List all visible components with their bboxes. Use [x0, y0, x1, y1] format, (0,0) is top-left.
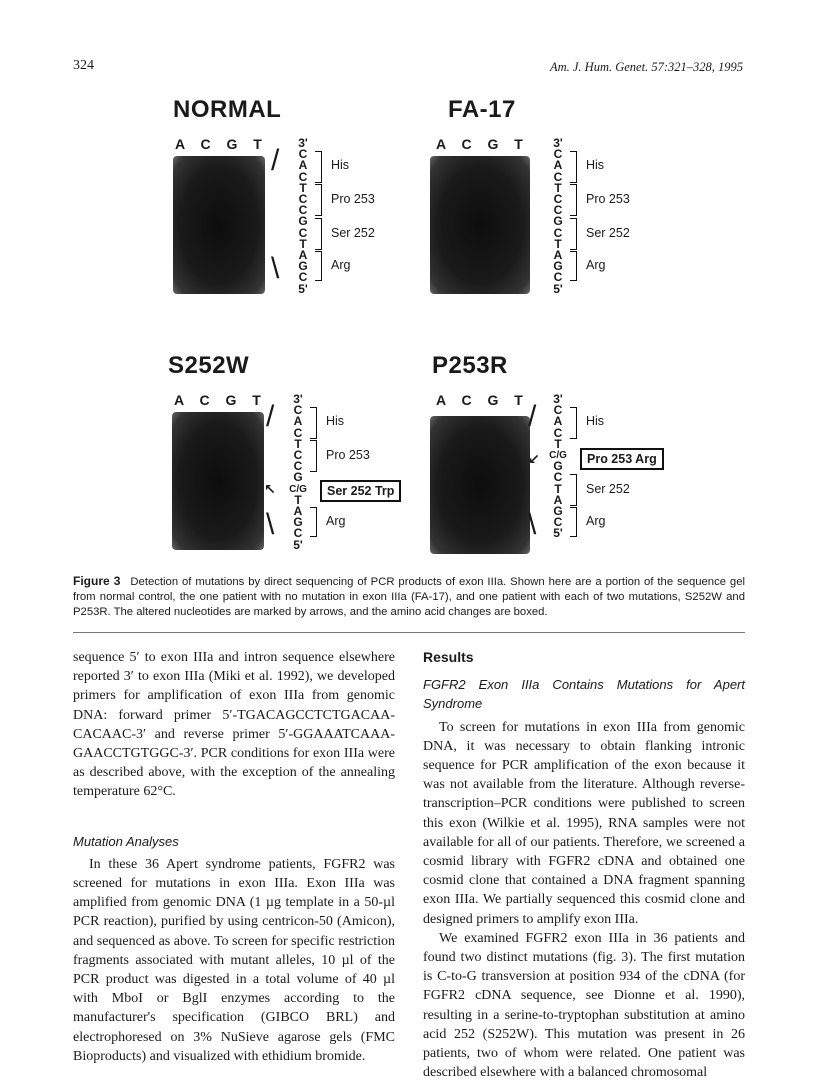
subsection-heading: Mutation Analyses: [73, 833, 179, 849]
amino-acid-label: His: [586, 158, 605, 172]
figure-panel-fa17: [428, 96, 688, 296]
codon-bracket: [315, 151, 322, 183]
nucleotide-sequence: 3' C A C T C/G G C T A G C 5': [549, 392, 567, 541]
amino-acid-label: Arg: [586, 258, 606, 272]
caption-divider: [73, 632, 745, 633]
codon-bracket: [315, 184, 322, 216]
amino-acid-label: His: [586, 414, 605, 428]
figure-panel-normal: [173, 96, 433, 296]
codon-bracket: [310, 507, 317, 537]
body-paragraph: To screen for mutations in exon IIIa from genomic DNA, it was necessary to obtain flanking intronic sequence for PCR amplification of the exon because it was not available from the literature. Although reverse-transcription–PCR conditions were published to screen this exon (Wilkie et al. 1995), RNA samples were not available for all of our patients. Therefore, we screened a cosmid library with FGFR2 cDNA and obtained one cosmid clone that contained a DNA fragment spanning exon IIIa. We partially sequenced this cosmid clone and designed primers to amplify exon IIIa.: [423, 719, 745, 927]
upper-pointer-line: /: [271, 144, 280, 177]
figure-caption: [73, 574, 745, 620]
amino-acid-label: His: [326, 414, 345, 428]
page-number: 324: [73, 58, 94, 73]
lane-labels: A C G T: [436, 136, 525, 152]
upper-pointer-line: /: [528, 400, 537, 433]
amino-acid-label: Arg: [326, 514, 346, 528]
sequence-gel-image: [173, 156, 265, 294]
figure-caption-text: Detection of mutations by direct sequencing of PCR products of exon IIIa. Shown here are a portion of the sequence gel from normal control, the one patient with no mutation in exon IIIa (FA-17), and one patient with each of two mutations, S252W and P253R. The altered nucleotides are marked by arrows, and the amino acid changes are boxed.: [73, 576, 745, 618]
codon-bracket: [570, 151, 577, 183]
sequence-gel-image: [430, 156, 530, 294]
upper-pointer-line: /: [266, 400, 275, 433]
panel-title: P253R: [432, 352, 508, 379]
panel-title: S252W: [168, 352, 250, 379]
subsection-heading: FGFR2 Exon IIIa Contains Mutations for Apert Syndrome: [423, 677, 745, 712]
codon-bracket: [570, 251, 577, 281]
amino-acid-label: Ser 252: [586, 226, 630, 240]
amino-acid-label: Ser 252: [586, 482, 630, 496]
panel-title: FA-17: [448, 96, 516, 123]
codon-bracket: [315, 218, 322, 250]
nucleotide-sequence: 3' C A C T C C G C T A G C 5': [553, 136, 563, 296]
amino-acid-label: Arg: [586, 514, 606, 528]
codon-bracket: [570, 474, 577, 506]
codon-bracket: [310, 407, 317, 439]
nucleotide-sequence: 3' C A C T C C G C T A G C 5': [298, 136, 308, 296]
sequence-gel-image: [430, 416, 530, 554]
lower-pointer-line: \: [271, 252, 280, 285]
panel-title: NORMAL: [173, 96, 282, 123]
mutation-box-label: Pro 253 Arg: [580, 448, 664, 470]
mutation-box-label: Ser 252 Trp: [320, 480, 401, 502]
body-paragraph: sequence 5′ to exon IIIa and intron sequence elsewhere reported 3′ to exon IIIa (Miki et al. 1992), we developed primers for amplification of exon IIIa from genomic DNA: forward primer 5′-TGACAGCCTCTGACAA-CACAAC-3′ and reverse primer 5′-GGAAATCAAA-GAACCTGTGGC-3′. PCR conditions for exon IIIa were as described above, with the exception of the annealing temperature 62°C.: [73, 650, 395, 800]
amino-acid-label: Pro 253: [326, 448, 370, 462]
amino-acid-label: His: [331, 158, 350, 172]
figure-panel-s252w: [168, 352, 428, 552]
lane-labels: A C G T: [174, 392, 263, 408]
codon-bracket: [310, 440, 317, 472]
codon-bracket: [315, 251, 322, 281]
lower-pointer-line: \: [528, 508, 537, 541]
body-paragraph: In these 36 Apert syndrome patients, FGFR2 was screened for mutations in exon IIIa. Exon IIIa was amplified from genomic DNA (1 µg template in a 50-µl PCR reaction), purified by using centricon-50 (Amicon), and sequenced as above. To screen for specific restriction fragments associated with mutant alleles, 10 µl of the PCR product was digested in a total volume of 40 µl with MboI or BglI enzymes according to the manufacturer's specification (GIBCO BRL) and electrophoresed on 3% NuSieve agarose gels (FMC Bioproducts) and visualized with ethidium bromide.: [73, 856, 395, 1064]
right-column: [423, 648, 745, 1082]
running-head: Am. J. Hum. Genet. 57:321–328, 1995: [549, 60, 743, 74]
amino-acid-label: Ser 252: [331, 226, 375, 240]
codon-bracket: [570, 507, 577, 537]
codon-bracket: [570, 407, 577, 439]
amino-acid-label: Pro 253: [331, 192, 375, 206]
nucleotide-sequence: 3' C A C T C C G C/G T A G C 5': [289, 392, 307, 552]
codon-bracket: [570, 184, 577, 216]
mutation-arrow-icon: ↖: [264, 482, 276, 498]
figure-panel-p253r: [428, 352, 688, 552]
left-column: [73, 648, 395, 1066]
lane-labels: A C G T: [436, 392, 525, 408]
lane-labels: A C G T: [175, 136, 264, 152]
body-paragraph: We examined FGFR2 exon IIIa in 36 patients and found two distinct mutations (fig. 3). The first mutation is C-to-G transversion at position 934 of the cDNA (for FGFR2 cDNA sequence, see Dionne et al. 1990), resulting in a serine-to-tryptophan substitution at amino acid 252 (S252W). This mutation was present in 26 patients, two of whom were related. One patient was described elsewhere with a balanced chromosomal: [423, 930, 745, 1081]
codon-bracket: [570, 218, 577, 250]
mutation-arrow-icon: ↙: [528, 452, 540, 468]
figure-caption-label: Figure 3: [73, 574, 121, 588]
sequence-gel-image: [172, 412, 264, 550]
section-heading: Results: [423, 649, 474, 665]
lower-pointer-line: \: [266, 508, 275, 541]
amino-acid-label: Pro 253: [586, 192, 630, 206]
amino-acid-label: Arg: [331, 258, 351, 272]
